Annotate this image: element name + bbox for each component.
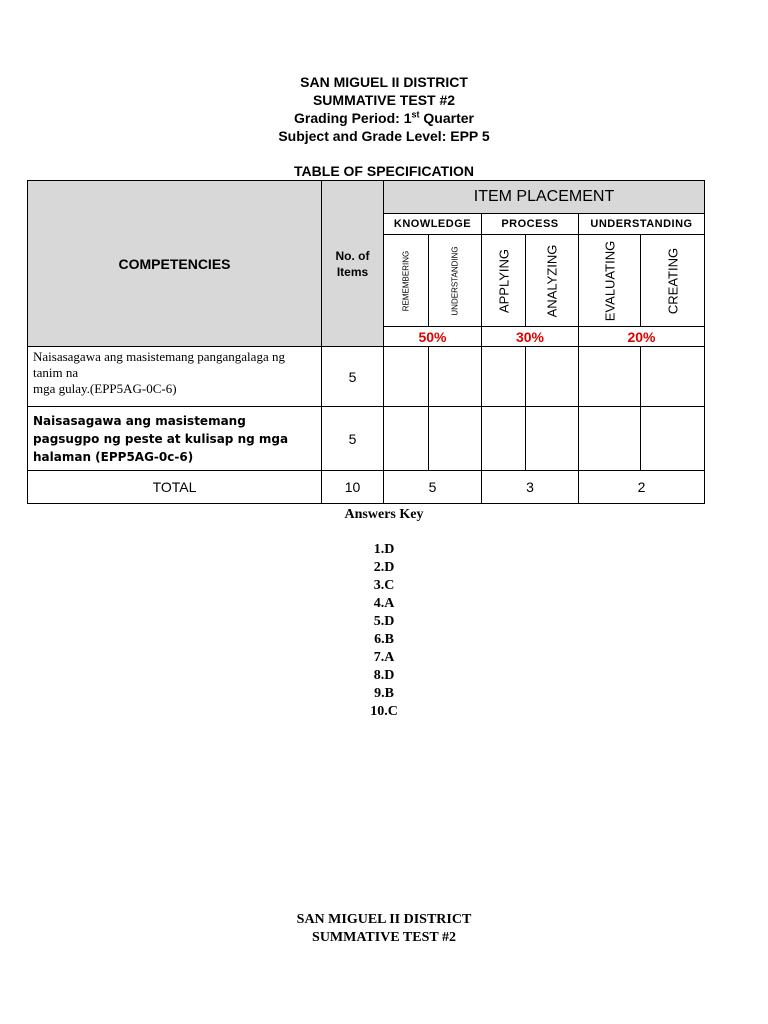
- grading-prefix: Grading Period: 1: [294, 110, 412, 126]
- answer-item: 2.D: [373, 560, 395, 575]
- competency-cell: [28, 347, 322, 407]
- header-subject: Subject and Grade Level: EPP 5: [278, 128, 490, 144]
- group-process: PROCESS: [482, 214, 579, 235]
- placement-cell: [482, 347, 526, 407]
- placement-cell: [526, 407, 579, 471]
- footer-test-title: SUMMATIVE TEST #2: [312, 930, 456, 945]
- grading-superscript: st: [411, 109, 420, 120]
- percentage-process: 30%: [482, 327, 579, 347]
- competency-line: Naisasagawa ang masistemang pangangalaga ng: [33, 349, 285, 364]
- level-applying: [482, 235, 526, 327]
- placement-cell: [429, 407, 482, 471]
- placement-cell: [579, 347, 641, 407]
- answer-item: 7.A: [373, 650, 395, 665]
- grading-suffix: Quarter: [419, 110, 474, 126]
- table-header-row: [28, 181, 705, 214]
- items-header-line2: Items: [336, 264, 369, 279]
- items-count-cell: 5: [322, 407, 384, 471]
- level-analyzing-label: ANALYZING: [544, 244, 560, 317]
- level-applying-label: APPLYING: [496, 248, 511, 313]
- level-understanding-label: UNDERSTANDING: [450, 245, 460, 316]
- level-evaluating: [579, 235, 641, 327]
- item-placement-header: ITEM PLACEMENT: [384, 181, 705, 214]
- placement-cell: [482, 407, 526, 471]
- competencies-header: COMPETENCIES: [28, 181, 322, 347]
- total-items: 10: [322, 471, 384, 504]
- items-header: [322, 181, 384, 347]
- header-test-title: SUMMATIVE TEST #2: [312, 92, 456, 108]
- placement-cell: [641, 347, 705, 407]
- level-evaluating-label: EVALUATING: [602, 240, 617, 321]
- header-district: SAN MIGUEL II DISTRICT: [300, 74, 468, 90]
- group-understanding: UNDERSTANDING: [579, 214, 705, 235]
- answer-item: 6.B: [374, 632, 394, 647]
- items-count-cell: 5: [322, 347, 384, 407]
- level-analyzing: [526, 235, 579, 327]
- total-label: TOTAL: [28, 471, 322, 504]
- placement-cell: [641, 407, 705, 471]
- group-knowledge: KNOWLEDGE: [384, 214, 482, 235]
- table-title: TABLE OF SPECIFICATION: [294, 163, 474, 179]
- level-creating: [641, 235, 705, 327]
- competency-line: mga gulay.(EPP5AG-0C-6): [33, 381, 177, 396]
- total-process: 3: [482, 471, 579, 504]
- total-knowledge: 5: [384, 471, 482, 504]
- items-header-line1: No. of: [335, 248, 370, 263]
- answer-item: 9.B: [374, 686, 394, 701]
- placement-cell: [526, 347, 579, 407]
- header-grading-period: [0, 109, 768, 127]
- placement-cell: [579, 407, 641, 471]
- total-understanding: 2: [579, 471, 705, 504]
- placement-cell: [429, 347, 482, 407]
- level-remembering-label: REMEMBERING: [401, 250, 411, 311]
- answer-item: 5.D: [373, 614, 395, 629]
- answer-item: 8.D: [373, 668, 395, 683]
- placement-cell: [384, 347, 429, 407]
- total-row: [28, 471, 705, 504]
- answers-key-list: [0, 541, 768, 721]
- percentage-knowledge: 50%: [384, 327, 482, 347]
- level-creating-label: CREATING: [665, 247, 680, 314]
- answer-item: 4.A: [373, 596, 395, 611]
- table-row: [28, 407, 705, 471]
- answer-item: 1.D: [373, 542, 395, 557]
- answer-item: 3.C: [373, 578, 395, 593]
- percentage-understanding: 20%: [579, 327, 705, 347]
- competency-cell: Naisasagawa ang masistemang pagsugpo ng peste at kulisap ng mga halaman (EPP5AG-0c-6): [28, 407, 322, 471]
- answer-item: 10.C: [370, 704, 398, 719]
- level-understanding: [429, 235, 482, 327]
- competency-line: tanim na: [33, 365, 79, 380]
- placement-cell: [384, 407, 429, 471]
- table-row: [28, 347, 705, 407]
- answers-key-title: Answers Key: [344, 507, 424, 522]
- footer-district: SAN MIGUEL II DISTRICT: [296, 912, 472, 927]
- level-remembering: [384, 235, 429, 327]
- specification-table: [27, 180, 705, 504]
